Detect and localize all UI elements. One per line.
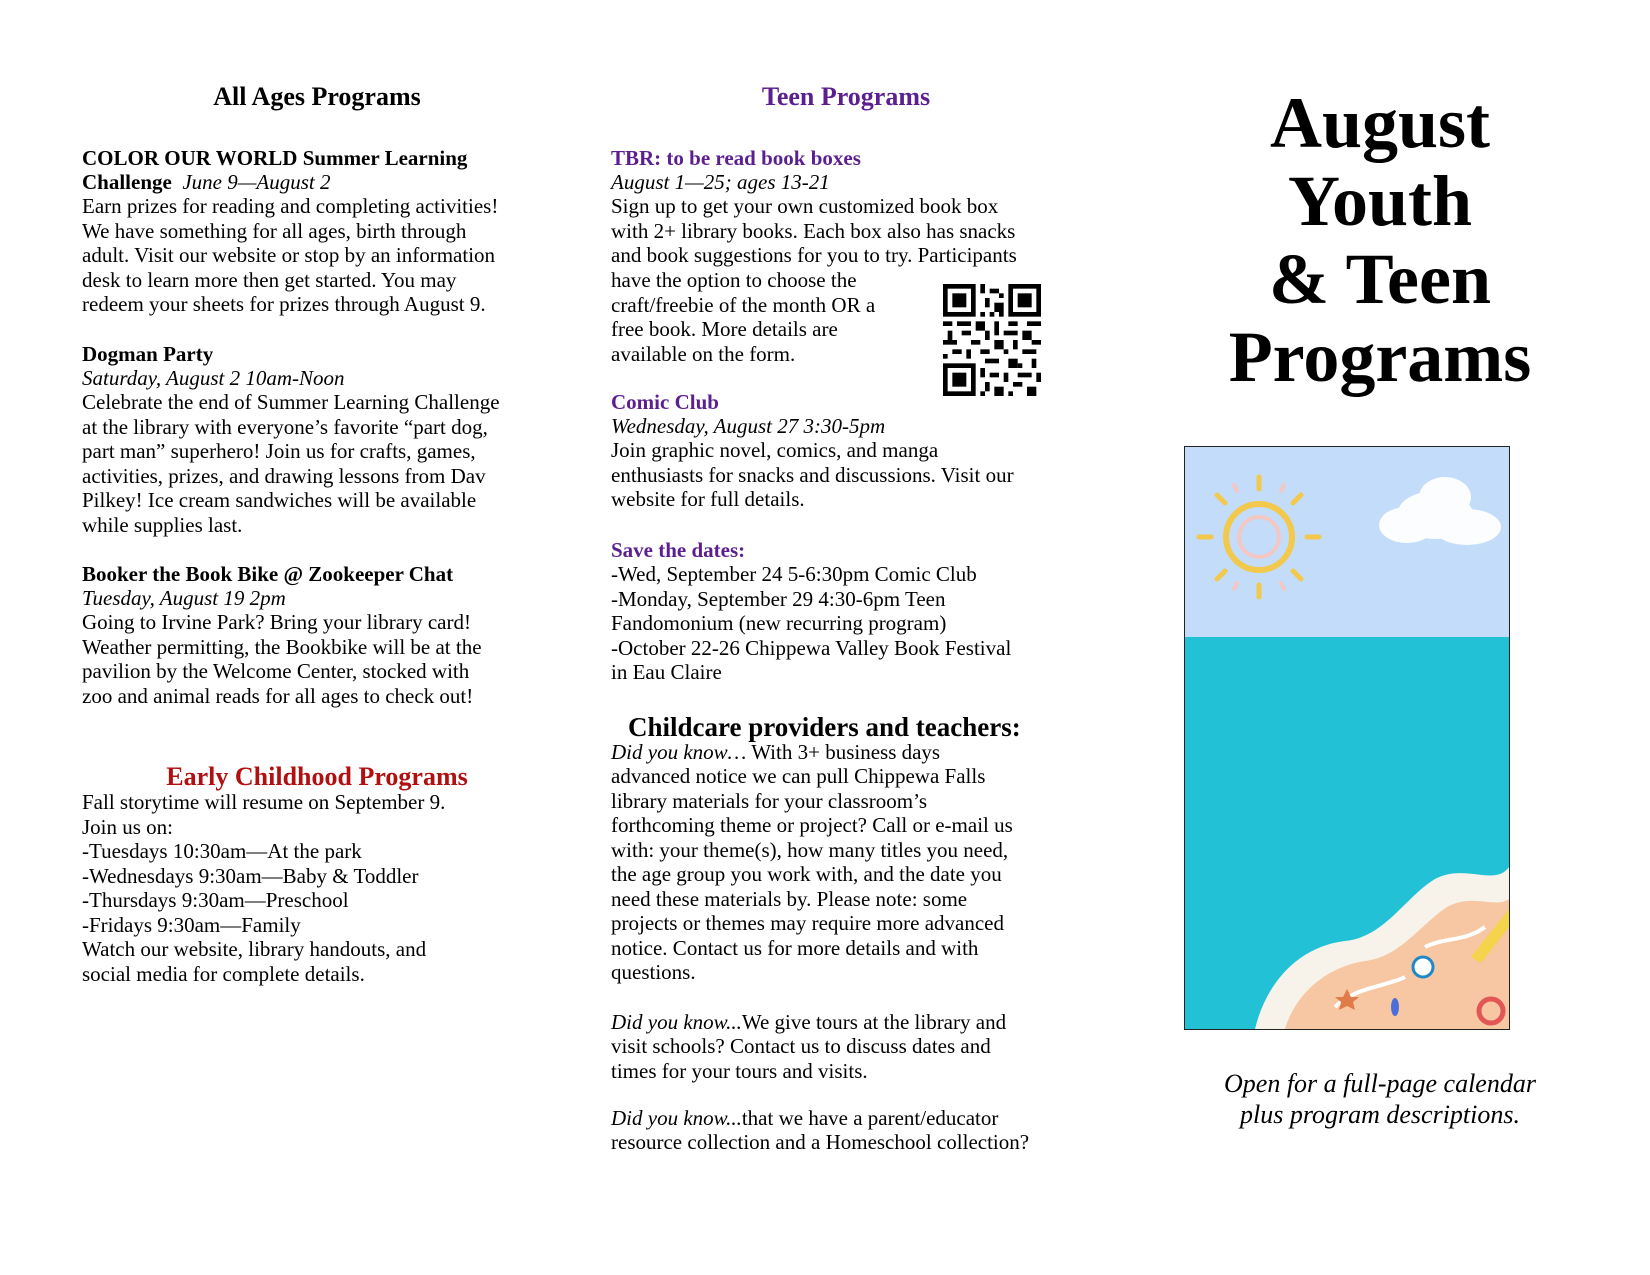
booker-date: Tuesday, August 19 2pm: [82, 586, 286, 610]
save-dates-title: Save the dates:: [611, 538, 746, 562]
comic-club-date: Wednesday, August 27 3:30-5pm: [611, 414, 886, 438]
comic-club-description: Join graphic novel, comics, and manga enthusiasts for snacks and discussions. Visit our website for full details.: [611, 438, 1014, 511]
childcare-know-3-first: [611, 1106, 998, 1131]
childcare-know-2-first: [611, 1010, 1006, 1035]
challenge-title-line2: [82, 170, 331, 195]
childcare-know-1-lead: Did you know…: [611, 740, 747, 764]
qr-code-icon[interactable]: [943, 284, 1041, 396]
dogman-description: Celebrate the end of Summer Learning Challenge at the library with everyone’s favorite “part dog, part man” superhero! Join us for crafts, games, activities, prizes, and drawing lessons from Dav Pilkey! Ice cream sandwiches will be available while supplies last.: [82, 390, 500, 537]
childcare-know-1-body: advanced notice we can pull Chippewa Falls library materials for your classroom’s forthcoming theme or project? Call or e-mail us with: your theme(s), how many titles you need, the age group you work with, and the date you need these materials by. Please note: some projects or themes may require more advanced notice. Contact us for more details and with questions.: [611, 764, 1013, 984]
challenge-title-end: Challenge: [82, 170, 172, 194]
childcare-heading: Childcare providers and teachers:: [628, 712, 1021, 742]
childcare-know-2-text: We give tours at the library and: [741, 1010, 1007, 1034]
early-childhood-description: Fall storytime will resume on September 9. Join us on: -Tuesdays 10:30am—At the park -Wednesdays 9:30am—Baby & Toddler -Thursdays 9:30am—Preschool -Fridays 9:30am—Family Watch our website, library handouts, and social media for complete details.: [82, 790, 446, 986]
beach-ball-icon: [1413, 957, 1433, 977]
childcare-know-3-text: that we have a parent/educator: [741, 1106, 999, 1130]
teen-heading: Teen Programs: [761, 82, 931, 111]
cover-title: August Youth & Teen Programs: [1228, 83, 1532, 397]
comic-club-title: Comic Club: [611, 390, 719, 414]
childcare-know-3-lead: Did you know...: [611, 1106, 742, 1130]
dogman-date: Saturday, August 2 10am-Noon: [82, 366, 345, 390]
childcare-know-3-body: resource collection and a Homeschool collection?: [611, 1130, 1030, 1154]
early-childhood-heading: Early Childhood Programs: [166, 762, 468, 791]
booker-description: Going to Irvine Park? Bring your library card! Weather permitting, the Bookbike will be at the pavilion by the Welcome Center, stocked with zoo and animal reads for all ages to check out!: [82, 610, 482, 708]
tbr-description: Sign up to get your own customized book box with 2+ library books. Each box also has snacks and book suggestions for you to try. Participants: [611, 194, 1017, 267]
childcare-know-1-text: With 3+ business days: [746, 740, 941, 764]
all-ages-heading: All Ages Programs: [213, 82, 421, 111]
challenge-title: COLOR OUR WORLD Summer Learning: [82, 146, 468, 170]
tbr-description-continued: have the option to choose the craft/freebie of the month OR a free book. More details are available on the form.: [611, 268, 876, 366]
tbr-date: August 1—25; ages 13-21: [611, 170, 830, 194]
flip-flop-icon: [1391, 998, 1399, 1016]
childcare-know-2-body: visit schools? Contact us to discuss dates and times for your tours and visits.: [611, 1034, 991, 1083]
childcare-know-2-lead: Did you know...: [611, 1010, 742, 1034]
booker-title: Booker the Book Bike @ Zookeeper Chat: [82, 562, 454, 586]
tbr-title: TBR: to be read book boxes: [611, 146, 861, 170]
challenge-description: Earn prizes for reading and completing activities! We have something for all ages, birth through adult. Visit our website or stop by an information desk to learn more then get started. You may redeem your sheets for prizes through August 9.: [82, 194, 499, 316]
childcare-know-1-first: [611, 740, 940, 765]
cover-note: Open for a full-page calendar plus program descriptions.: [1224, 1069, 1536, 1129]
save-dates-list: -Wed, September 24 5-6:30pm Comic Club -Monday, September 29 4:30-6pm Teen Fandomonium (new recurring program) -October 22-26 Chippewa Valley Book Festival in Eau Claire: [611, 562, 1012, 684]
dogman-title: Dogman Party: [82, 342, 214, 366]
challenge-dates: June 9—August 2: [182, 170, 331, 194]
beach-illustration: [1184, 446, 1510, 1030]
